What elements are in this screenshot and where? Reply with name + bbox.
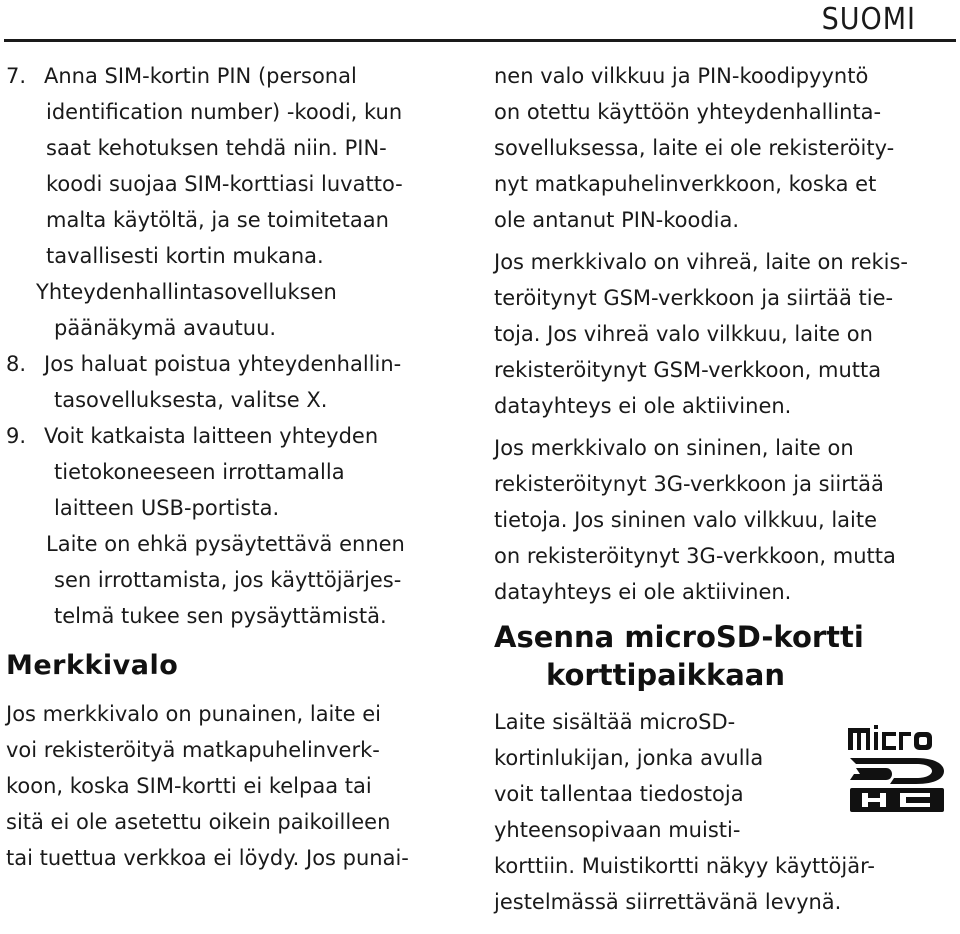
text-line: datayhteys ei ole aktiivinen. — [494, 394, 792, 418]
text-line: Jos merkkivalo on vihreä, laite on rekis- — [494, 250, 909, 274]
text-line: Anna SIM-kortin PIN (personal — [44, 64, 357, 88]
text-line: rekisteröitynyt GSM-verkkoon, mutta — [494, 358, 882, 382]
text-line: saat kehotuksen tehdä niin. PIN- — [46, 136, 387, 160]
heading-line: Asenna microSD-kortti — [494, 620, 864, 654]
text-line: Jos merkkivalo on punainen, laite ei — [6, 702, 381, 726]
microsdhc-logo — [846, 722, 948, 814]
step-number: 7. — [6, 64, 27, 88]
text-line: voit tallentaa tiedostoja — [494, 782, 744, 806]
text-line: kortinlukijan, jonka avulla — [494, 746, 764, 770]
heading-line: korttipaikkaan — [546, 658, 786, 692]
text-line: päänäkymä avautuu. — [54, 316, 277, 340]
paragraph-green-light — [494, 244, 954, 424]
step-number: 9. — [6, 424, 27, 448]
text-line: voi rekisteröityä matkapuhelinverk- — [6, 738, 380, 762]
text-line: malta käytöltä, ja se toimitetaan — [46, 208, 389, 232]
text-line: teröitynyt GSM-verkkoon ja siirtää tie- — [494, 286, 894, 310]
text-line: on rekisteröitynyt 3G-verkkoon, mutta — [494, 544, 896, 568]
text-line: Yhteydenhallintasovelluksen — [36, 280, 337, 304]
step-7 — [6, 58, 458, 346]
text-line: ole antanut PIN-koodia. — [494, 208, 740, 232]
text-line: Jos merkkivalo on sininen, laite on — [494, 436, 854, 460]
text-line: laitteen USB-portista. — [54, 496, 280, 520]
left-column — [6, 58, 458, 876]
text-line: sitä ei ole asetettu oikein paikoilleen — [6, 810, 391, 834]
text-line: jestelmässä siirrettävänä levynä. — [494, 890, 842, 914]
step-8 — [6, 346, 458, 418]
text-line: sen irrottamista, jos käyttöjärjes- — [54, 568, 402, 592]
paragraph-pin-blink — [494, 58, 954, 238]
text-line: sovelluksessa, laite ei ole rekisteröity- — [494, 136, 895, 160]
text-line: identification number) -koodi, kun — [46, 100, 403, 124]
text-line: datayhteys ei ole aktiivinen. — [494, 580, 792, 604]
text-line: tasovelluksesta, valitse X. — [54, 388, 328, 412]
merkkivalo-paragraph — [6, 696, 458, 876]
text-line: koodi suojaa SIM-korttiasi luvatto- — [46, 172, 403, 196]
text-line: Jos haluat poistua yhteydenhallin- — [44, 352, 402, 376]
language-label: SUOMI — [821, 2, 916, 37]
text-line: yhteensopivaan muisti- — [494, 818, 741, 842]
text-line: tietoja. Jos sininen valo vilkkuu, laite — [494, 508, 878, 532]
text-line: koon, koska SIM-kortti ei kelpaa tai — [6, 774, 372, 798]
text-line: on otettu käyttöön yhteydenhallinta- — [494, 100, 882, 124]
paragraph-blue-light — [494, 430, 954, 610]
step-9 — [6, 418, 458, 634]
text-line: tavallisesti kortin mukana. — [46, 244, 324, 268]
text-line: Voit katkaista laitteen yhteyden — [44, 424, 379, 448]
text-line: Laite sisältää microSD- — [494, 710, 736, 734]
section-heading-merkkivalo: Merkkivalo — [6, 650, 179, 681]
text-line: Laite on ehkä pysäytettävä ennen — [46, 532, 405, 556]
text-line: korttiin. Muistikortti näkyy käyttöjär- — [494, 854, 875, 878]
header-rule — [4, 39, 956, 42]
text-line: nyt matkapuhelinverkkoon, koska et — [494, 172, 877, 196]
section-heading-microsd — [494, 618, 954, 694]
text-line: tai tuettua verkkoa ei löydy. Jos punai- — [6, 846, 409, 870]
text-line: tietokoneeseen irrottamalla — [54, 460, 345, 484]
step-number: 8. — [6, 352, 27, 376]
text-line: nen valo vilkkuu ja PIN-koodipyyntö — [494, 64, 869, 88]
text-line: telmä tukee sen pysäyttämistä. — [54, 604, 387, 628]
text-line: rekisteröitynyt 3G-verkkoon ja siirtää — [494, 472, 884, 496]
text-line: toja. Jos vihreä valo vilkkuu, laite on — [494, 322, 873, 346]
